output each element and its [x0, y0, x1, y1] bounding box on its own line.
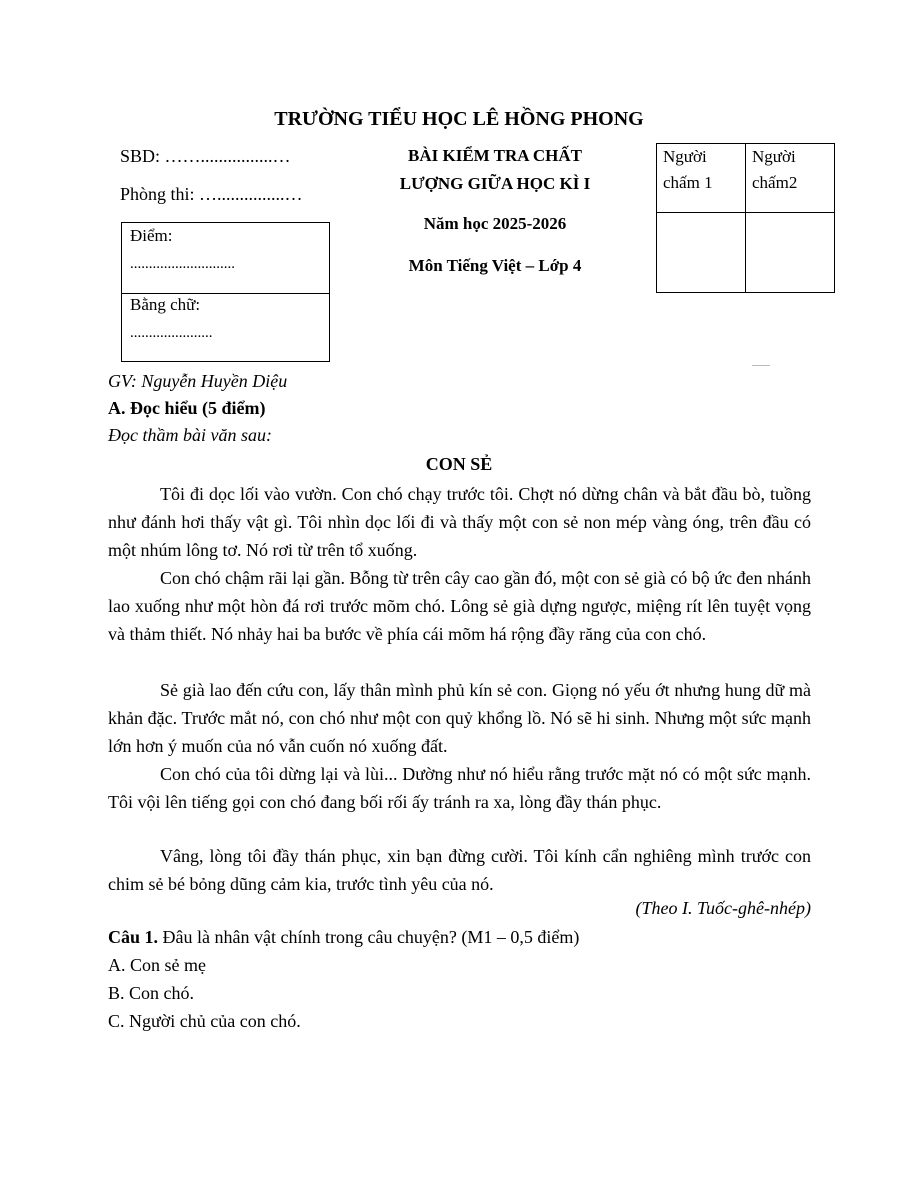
question-1-text: Đâu là nhân vật chính trong câu chuyện? (M1 – 0,5 điểm) — [158, 927, 580, 947]
score-label: Điểm: — [130, 226, 173, 245]
grader2-line2: chấm2 — [752, 173, 798, 192]
story-paragraph-4: Con chó của tôi dừng lại và lùi... Dường như nó hiểu rằng trước mặt nó có một sức mạnh. Tôi vội lên tiếng gọi con chó đang bối rối ấy tránh ra xa, lòng đầy thán phục. — [108, 764, 811, 812]
candidate-number-field: SBD: ……................… — [120, 146, 291, 166]
exam-room-field: Phòng thi: …...............… — [120, 184, 303, 204]
grader2-header — [746, 144, 835, 213]
score-dots: ............................ — [130, 256, 235, 272]
question-1-option-c: C. Người chủ của con chó. — [108, 1011, 301, 1031]
school-name: TRƯỜNG TIỂU HỌC LÊ HỒNG PHONG — [274, 108, 644, 130]
grader1-line1: Người — [663, 147, 707, 166]
score-row — [122, 223, 329, 294]
subject-line: Môn Tiếng Việt – Lớp 4 — [408, 256, 582, 275]
story-title: CON SẺ — [425, 454, 493, 474]
story-paragraph-3: Sẻ già lao đến cứu con, lấy thân mình phủ kín sẻ con. Giọng nó yếu ớt nhưng hung dữ mà khản đặc. Trước mắt nó, con chó như một con quỷ khổng lồ. Nó sẽ hi sinh. Nhưng một sức mạnh lớn hơn ý muốn của nó vẫn cuốn nó xuống đất. — [108, 680, 811, 756]
exam-title-line1: BÀI KIỂM TRA CHẤT — [408, 146, 582, 165]
story-source: (Theo I. Tuốc-ghê-nhép) — [635, 898, 811, 918]
question-1-option-b: B. Con chó. — [108, 983, 195, 1003]
grader-table — [656, 143, 835, 293]
exam-title-line2: LƯỢNG GIỮA HỌC KÌ I — [399, 174, 591, 193]
question-1 — [108, 927, 579, 948]
reading-instruction: Đọc thầm bài văn sau: — [108, 425, 272, 445]
question-1-label: Câu 1. — [108, 927, 159, 947]
story-paragraph-2: Con chó chậm rãi lại gần. Bỗng từ trên cây cao gần đó, một con sẻ già có bộ ức đen nhánh lao xuống như một hòn đá rơi trước mõm chó. Lông sẻ già dựng ngược, miệng rít lên tuyệt vọng và thảm thiết. Nó nhảy hai ba bước về phía cái mõm há rộng đầy răng của con chó. — [108, 568, 811, 644]
scan-mark — [752, 365, 770, 366]
story-paragraph-1: Tôi đi dọc lối vào vườn. Con chó chạy trước tôi. Chợt nó dừng chân và bắt đầu bò, tuồng như đánh hơi thấy vật gì. Tôi nhìn dọc lối đi và thấy một con sẻ non mép vàng óng, trên đầu có một nhúm lông tơ. Nó rơi từ trên tổ xuống. — [108, 484, 811, 560]
grader1-header — [657, 144, 746, 213]
teacher-name: GV: Nguyễn Huyền Diệu — [108, 371, 288, 391]
section-a-heading: A. Đọc hiểu (5 điểm) — [108, 398, 266, 418]
score-box — [121, 222, 330, 362]
story-paragraph-5: Vâng, lòng tôi đầy thán phục, xin bạn đừng cười. Tôi kính cẩn nghiêng mình trước con chim sẻ bé bỏng dũng cảm kia, trước tình yêu của nó. — [108, 846, 811, 894]
school-year: Năm học 2025-2026 — [423, 214, 567, 233]
grader2-line1: Người — [752, 147, 796, 166]
score-in-words-label: Bằng chữ: — [130, 295, 201, 314]
grader1-signature-cell — [657, 213, 746, 293]
question-1-option-a: A. Con sẻ mẹ — [108, 955, 206, 975]
grader2-signature-cell — [746, 213, 835, 293]
score-in-words-dots: ...................... — [130, 325, 213, 341]
grader1-line2: chấm 1 — [663, 173, 713, 192]
